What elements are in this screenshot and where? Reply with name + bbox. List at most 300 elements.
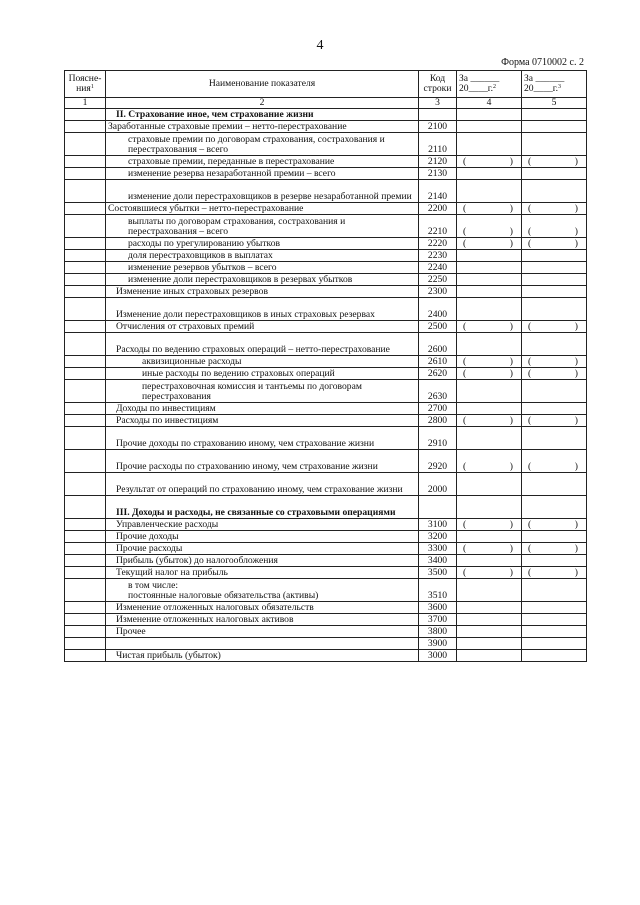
line-code: 3500 xyxy=(419,567,457,579)
value-cell-current[interactable] xyxy=(457,519,522,531)
notes-cell[interactable] xyxy=(65,473,106,496)
line-code: 2110 xyxy=(419,133,457,156)
table-row xyxy=(65,473,587,496)
negative-value-brackets xyxy=(459,544,519,554)
value-cell-current[interactable] xyxy=(457,567,522,579)
indicator-name: Результат от операций по страхованию иному, чем страхование жизни xyxy=(106,473,419,496)
value-cell-previous[interactable] xyxy=(522,626,587,638)
table-row xyxy=(65,626,587,638)
negative-value-brackets xyxy=(524,239,584,249)
line-code: 2000 xyxy=(419,473,457,496)
table-row xyxy=(65,274,587,286)
close-paren: ) xyxy=(574,368,578,379)
table-row xyxy=(65,567,587,579)
indicator-name: Изменение иных страховых резервов xyxy=(106,286,419,298)
notes-cell[interactable] xyxy=(65,415,106,427)
close-paren: ) xyxy=(574,543,578,554)
line-code: 2400 xyxy=(419,298,457,321)
table-row xyxy=(65,250,587,262)
notes-cell[interactable] xyxy=(65,121,106,133)
line-code: 3510 xyxy=(419,579,457,602)
header-notes xyxy=(65,71,106,98)
indicator-name: Текущий налог на прибыль xyxy=(106,567,419,579)
indicator-name: Прочие доходы по страхованию иному, чем страхование жизни xyxy=(106,427,419,450)
open-paren: ( xyxy=(463,368,467,379)
notes-cell[interactable] xyxy=(65,215,106,238)
negative-value-brackets xyxy=(524,520,584,530)
negative-value-brackets xyxy=(524,322,584,332)
indicator-name: страховые премии, переданные в перестрахование xyxy=(106,156,419,168)
notes-cell[interactable] xyxy=(65,356,106,368)
column-number: 2 xyxy=(106,98,419,109)
open-paren: ( xyxy=(463,415,467,426)
column-number: 3 xyxy=(419,98,457,109)
notes-cell[interactable] xyxy=(65,650,106,662)
open-paren: ( xyxy=(528,226,532,237)
line-code: 2210 xyxy=(419,215,457,238)
table-row xyxy=(65,238,587,250)
indicator-name: Расходы по инвестициям xyxy=(106,415,419,427)
notes-cell[interactable] xyxy=(65,380,106,403)
value-cell-previous[interactable] xyxy=(522,368,587,380)
line-code: 3200 xyxy=(419,531,457,543)
negative-value-brackets xyxy=(459,568,519,578)
indicator-name: Изменение отложенных налоговых обязательств xyxy=(106,602,419,614)
close-paren: ) xyxy=(509,461,513,472)
header-period-current-line2-wrap xyxy=(459,84,519,94)
value-cell-current[interactable] xyxy=(457,602,522,614)
indicator-name: изменение резервов убытков – всего xyxy=(106,262,419,274)
notes-cell[interactable] xyxy=(65,555,106,567)
table-row xyxy=(65,602,587,614)
table-row xyxy=(65,638,587,650)
value-cell-current[interactable] xyxy=(457,543,522,555)
notes-cell[interactable] xyxy=(65,543,106,555)
value-cell-current[interactable] xyxy=(457,450,522,473)
line-code: 2300 xyxy=(419,286,457,298)
value-cell-previous[interactable] xyxy=(522,168,587,180)
open-paren: ( xyxy=(463,519,467,530)
table-row xyxy=(65,286,587,298)
open-paren: ( xyxy=(528,203,532,214)
value-cell-previous[interactable] xyxy=(522,121,587,133)
table-row xyxy=(65,133,587,156)
column-number-row xyxy=(65,98,587,109)
column-number: 4 xyxy=(457,98,522,109)
value-cell-previous[interactable] xyxy=(522,321,587,333)
negative-value-brackets xyxy=(459,204,519,214)
value-cell-current[interactable] xyxy=(457,614,522,626)
table-row xyxy=(65,403,587,415)
indicator-name: II. Страхование иное, чем страхование жизни xyxy=(106,109,419,121)
table-row xyxy=(65,203,587,215)
negative-value-brackets xyxy=(459,369,519,379)
value-cell-previous[interactable] xyxy=(522,555,587,567)
indicator-name: Доходы по инвестициям xyxy=(106,403,419,415)
value-cell-current[interactable] xyxy=(457,274,522,286)
line-code: 2800 xyxy=(419,415,457,427)
open-paren: ( xyxy=(528,368,532,379)
notes-cell[interactable] xyxy=(65,286,106,298)
value-cell-previous[interactable] xyxy=(522,356,587,368)
negative-value-brackets xyxy=(524,544,584,554)
value-cell-current[interactable] xyxy=(457,403,522,415)
negative-value-brackets xyxy=(524,369,584,379)
column-number: 5 xyxy=(522,98,587,109)
header-period-previous-line1: За ______ xyxy=(524,72,565,84)
value-cell-previous[interactable] xyxy=(522,567,587,579)
header-period-current-line2: 20____г. xyxy=(459,83,494,94)
indicator-name: расходы по урегулированию убытков xyxy=(106,238,419,250)
negative-value-brackets xyxy=(524,416,584,426)
table-row xyxy=(65,215,587,238)
table-row xyxy=(65,333,587,356)
value-cell-current[interactable] xyxy=(457,496,522,519)
close-paren: ) xyxy=(574,567,578,578)
close-paren: ) xyxy=(509,567,513,578)
table-row xyxy=(65,321,587,333)
indicator-name: Состоявшиеся убытки – нетто-перестрахование xyxy=(106,203,419,215)
indicator-name: Изменение отложенных налоговых активов xyxy=(106,614,419,626)
notes-cell[interactable] xyxy=(65,133,106,156)
line-code: 2910 xyxy=(419,427,457,450)
negative-value-brackets xyxy=(459,227,519,237)
negative-value-brackets xyxy=(524,357,584,367)
value-cell-current[interactable] xyxy=(457,427,522,450)
open-paren: ( xyxy=(528,543,532,554)
value-cell-previous[interactable] xyxy=(522,496,587,519)
notes-cell[interactable] xyxy=(65,579,106,602)
table-row xyxy=(65,543,587,555)
line-code: 2920 xyxy=(419,450,457,473)
open-paren: ( xyxy=(528,567,532,578)
negative-value-brackets xyxy=(459,322,519,332)
table-row xyxy=(65,519,587,531)
table-row xyxy=(65,156,587,168)
indicator-name: изменение резерва незаработанной премии – всего xyxy=(106,168,419,180)
line-code: 3100 xyxy=(419,519,457,531)
notes-cell[interactable] xyxy=(65,298,106,321)
table-row xyxy=(65,109,587,121)
header-period-previous-line2: 20____г. xyxy=(524,83,559,94)
report-body xyxy=(65,109,587,662)
notes-cell[interactable] xyxy=(65,450,106,473)
value-cell-current[interactable] xyxy=(457,121,522,133)
value-cell-current[interactable] xyxy=(457,638,522,650)
close-paren: ) xyxy=(509,519,513,530)
open-paren: ( xyxy=(463,567,467,578)
close-paren: ) xyxy=(574,203,578,214)
line-code: 3800 xyxy=(419,626,457,638)
value-cell-previous[interactable] xyxy=(522,638,587,650)
indicator-name: Прибыль (убыток) до налогообложения xyxy=(106,555,419,567)
notes-cell[interactable] xyxy=(65,638,106,650)
close-paren: ) xyxy=(574,461,578,472)
close-paren: ) xyxy=(509,156,513,167)
value-cell-previous[interactable] xyxy=(522,427,587,450)
value-cell-current[interactable] xyxy=(457,650,522,662)
line-code: 2130 xyxy=(419,168,457,180)
value-cell-current[interactable] xyxy=(457,380,522,403)
close-paren: ) xyxy=(574,519,578,530)
open-paren: ( xyxy=(528,356,532,367)
table-row xyxy=(65,368,587,380)
close-paren: ) xyxy=(574,321,578,332)
value-cell-previous[interactable] xyxy=(522,286,587,298)
indicator-name: Изменение доли перестраховщиков в иных страховых резервах xyxy=(106,298,419,321)
table-row xyxy=(65,168,587,180)
value-cell-previous[interactable] xyxy=(522,156,587,168)
value-cell-previous[interactable] xyxy=(522,403,587,415)
close-paren: ) xyxy=(574,238,578,249)
table-row xyxy=(65,356,587,368)
negative-value-brackets xyxy=(524,568,584,578)
notes-cell[interactable] xyxy=(65,168,106,180)
line-code: 3600 xyxy=(419,602,457,614)
notes-cell[interactable] xyxy=(65,403,106,415)
indicator-name: Заработанные страховые премии – нетто-перестрахование xyxy=(106,121,419,133)
notes-cell[interactable] xyxy=(65,614,106,626)
line-code: 2610 xyxy=(419,356,457,368)
notes-cell[interactable] xyxy=(65,109,106,121)
value-cell-previous[interactable] xyxy=(522,380,587,403)
value-cell-current[interactable] xyxy=(457,215,522,238)
notes-cell[interactable] xyxy=(65,333,106,356)
table-row xyxy=(65,427,587,450)
line-code: 2240 xyxy=(419,262,457,274)
open-paren: ( xyxy=(463,226,467,237)
table-row xyxy=(65,121,587,133)
open-paren: ( xyxy=(528,519,532,530)
open-paren: ( xyxy=(528,321,532,332)
notes-cell[interactable] xyxy=(65,321,106,333)
indicator-name: III. Доходы и расходы, не связанные со страховыми операциями xyxy=(106,496,419,519)
value-cell-current[interactable] xyxy=(457,238,522,250)
line-code xyxy=(419,496,457,519)
open-paren: ( xyxy=(528,238,532,249)
line-code: 3700 xyxy=(419,614,457,626)
value-cell-current[interactable] xyxy=(457,555,522,567)
value-cell-previous[interactable] xyxy=(522,203,587,215)
value-cell-current[interactable] xyxy=(457,156,522,168)
indicator-name: Расходы по ведению страховых операций – нетто-перестрахование xyxy=(106,333,419,356)
value-cell-previous[interactable] xyxy=(522,133,587,156)
close-paren: ) xyxy=(509,543,513,554)
value-cell-current[interactable] xyxy=(457,250,522,262)
value-cell-previous[interactable] xyxy=(522,109,587,121)
open-paren: ( xyxy=(463,356,467,367)
close-paren: ) xyxy=(574,226,578,237)
value-cell-previous[interactable] xyxy=(522,602,587,614)
table-row xyxy=(65,496,587,519)
value-cell-previous[interactable] xyxy=(522,531,587,543)
value-cell-current[interactable] xyxy=(457,368,522,380)
value-cell-previous[interactable] xyxy=(522,333,587,356)
indicator-name: Прочие расходы по страхованию иному, чем страхование жизни xyxy=(106,450,419,473)
line-code: 2100 xyxy=(419,121,457,133)
line-code: 2500 xyxy=(419,321,457,333)
value-cell-previous[interactable] xyxy=(522,614,587,626)
notes-cell[interactable] xyxy=(65,262,106,274)
header-row xyxy=(65,71,587,98)
value-cell-current[interactable] xyxy=(457,415,522,427)
negative-value-brackets xyxy=(524,462,584,472)
notes-cell[interactable] xyxy=(65,531,106,543)
value-cell-current[interactable] xyxy=(457,168,522,180)
open-paren: ( xyxy=(528,461,532,472)
notes-cell[interactable] xyxy=(65,250,106,262)
notes-cell[interactable] xyxy=(65,368,106,380)
line-code: 2140 xyxy=(419,180,457,203)
table-row xyxy=(65,262,587,274)
table-row xyxy=(65,555,587,567)
indicator-name: в том числе: постоянные налоговые обязательства (активы) xyxy=(106,579,419,602)
indicator-name: Чистая прибыль (убыток) xyxy=(106,650,419,662)
line-code: 2700 xyxy=(419,403,457,415)
header-line-code: Код строки xyxy=(419,71,457,98)
value-cell-current[interactable] xyxy=(457,333,522,356)
negative-value-brackets xyxy=(459,520,519,530)
close-paren: ) xyxy=(574,156,578,167)
table-row xyxy=(65,531,587,543)
line-code: 2120 xyxy=(419,156,457,168)
header-period-previous-line2-wrap xyxy=(524,84,584,94)
negative-value-brackets xyxy=(459,416,519,426)
line-code: 2620 xyxy=(419,368,457,380)
value-cell-previous[interactable] xyxy=(522,579,587,602)
table-row xyxy=(65,415,587,427)
indicator-name xyxy=(106,638,419,650)
negative-value-brackets xyxy=(524,204,584,214)
value-cell-previous[interactable] xyxy=(522,519,587,531)
value-cell-previous[interactable] xyxy=(522,473,587,496)
close-paren: ) xyxy=(509,321,513,332)
header-period-current-line1: За ______ xyxy=(459,72,500,84)
header-period-current xyxy=(457,71,522,98)
value-cell-current[interactable] xyxy=(457,109,522,121)
value-cell-current[interactable] xyxy=(457,531,522,543)
value-cell-current[interactable] xyxy=(457,626,522,638)
value-cell-current[interactable] xyxy=(457,262,522,274)
value-cell-current[interactable] xyxy=(457,356,522,368)
indicator-name: выплаты по договорам страхования, сострахования и перестрахования – всего xyxy=(106,215,419,238)
indicator-name: изменение доли перестраховщиков в резервах убытков xyxy=(106,274,419,286)
value-cell-previous[interactable] xyxy=(522,415,587,427)
table-row xyxy=(65,579,587,602)
notes-cell[interactable] xyxy=(65,180,106,203)
value-cell-current[interactable] xyxy=(457,286,522,298)
indicator-name: изменение доли перестраховщиков в резерве незаработанной премии xyxy=(106,180,419,203)
value-cell-current[interactable] xyxy=(457,298,522,321)
table-row xyxy=(65,180,587,203)
close-paren: ) xyxy=(574,356,578,367)
line-code: 3000 xyxy=(419,650,457,662)
column-number: 1 xyxy=(65,98,106,109)
close-paren: ) xyxy=(509,203,513,214)
close-paren: ) xyxy=(509,238,513,249)
indicator-name: Прочие расходы xyxy=(106,543,419,555)
form-reference: Форма 0710002 с. 2 xyxy=(501,57,584,68)
notes-cell[interactable] xyxy=(65,238,106,250)
value-cell-previous[interactable] xyxy=(522,274,587,286)
line-code: 2630 xyxy=(419,380,457,403)
header-indicator-name: Наименование показателя xyxy=(106,71,419,98)
value-cell-previous[interactable] xyxy=(522,238,587,250)
close-paren: ) xyxy=(509,415,513,426)
open-paren: ( xyxy=(463,238,467,249)
negative-value-brackets xyxy=(459,239,519,249)
table-row xyxy=(65,450,587,473)
header-period-previous xyxy=(522,71,587,98)
value-cell-current[interactable] xyxy=(457,133,522,156)
notes-cell[interactable] xyxy=(65,519,106,531)
open-paren: ( xyxy=(463,461,467,472)
line-code: 2600 xyxy=(419,333,457,356)
line-code: 3900 xyxy=(419,638,457,650)
value-cell-previous[interactable] xyxy=(522,215,587,238)
value-cell-previous[interactable] xyxy=(522,250,587,262)
line-code xyxy=(419,109,457,121)
value-cell-current[interactable] xyxy=(457,579,522,602)
notes-cell[interactable] xyxy=(65,496,106,519)
value-cell-previous[interactable] xyxy=(522,298,587,321)
table-row xyxy=(65,650,587,662)
open-paren: ( xyxy=(463,203,467,214)
value-cell-previous[interactable] xyxy=(522,650,587,662)
value-cell-current[interactable] xyxy=(457,473,522,496)
notes-cell[interactable] xyxy=(65,602,106,614)
value-cell-previous[interactable] xyxy=(522,450,587,473)
negative-value-brackets xyxy=(459,157,519,167)
notes-cell[interactable] xyxy=(65,567,106,579)
value-cell-previous[interactable] xyxy=(522,262,587,274)
value-cell-previous[interactable] xyxy=(522,180,587,203)
value-cell-current[interactable] xyxy=(457,180,522,203)
notes-cell[interactable] xyxy=(65,274,106,286)
indicator-name: Управленческие расходы xyxy=(106,519,419,531)
notes-cell[interactable] xyxy=(65,203,106,215)
negative-value-brackets xyxy=(524,227,584,237)
notes-cell[interactable] xyxy=(65,427,106,450)
open-paren: ( xyxy=(528,156,532,167)
open-paren: ( xyxy=(528,415,532,426)
line-code: 2200 xyxy=(419,203,457,215)
close-paren: ) xyxy=(509,226,513,237)
notes-cell[interactable] xyxy=(65,626,106,638)
close-paren: ) xyxy=(509,368,513,379)
indicator-name: Отчисления от страховых премий xyxy=(106,321,419,333)
value-cell-current[interactable] xyxy=(457,203,522,215)
page-number: 4 xyxy=(316,38,324,53)
header-period-previous-footnote: 3 xyxy=(558,84,562,90)
negative-value-brackets xyxy=(459,357,519,367)
table-row xyxy=(65,298,587,321)
negative-value-brackets xyxy=(524,157,584,167)
open-paren: ( xyxy=(463,156,467,167)
notes-cell[interactable] xyxy=(65,156,106,168)
indicator-name: Прочие доходы xyxy=(106,531,419,543)
indicator-name: иные расходы по ведению страховых операций xyxy=(106,368,419,380)
header-notes-footnote: 1 xyxy=(90,84,94,90)
indicator-name: доля перестраховщиков в выплатах xyxy=(106,250,419,262)
line-code: 3300 xyxy=(419,543,457,555)
open-paren: ( xyxy=(463,321,467,332)
indicator-name: перестраховочная комиссия и тантьемы по договорам перестрахования xyxy=(106,380,419,403)
line-code: 2250 xyxy=(419,274,457,286)
close-paren: ) xyxy=(509,356,513,367)
value-cell-current[interactable] xyxy=(457,321,522,333)
value-cell-previous[interactable] xyxy=(522,543,587,555)
